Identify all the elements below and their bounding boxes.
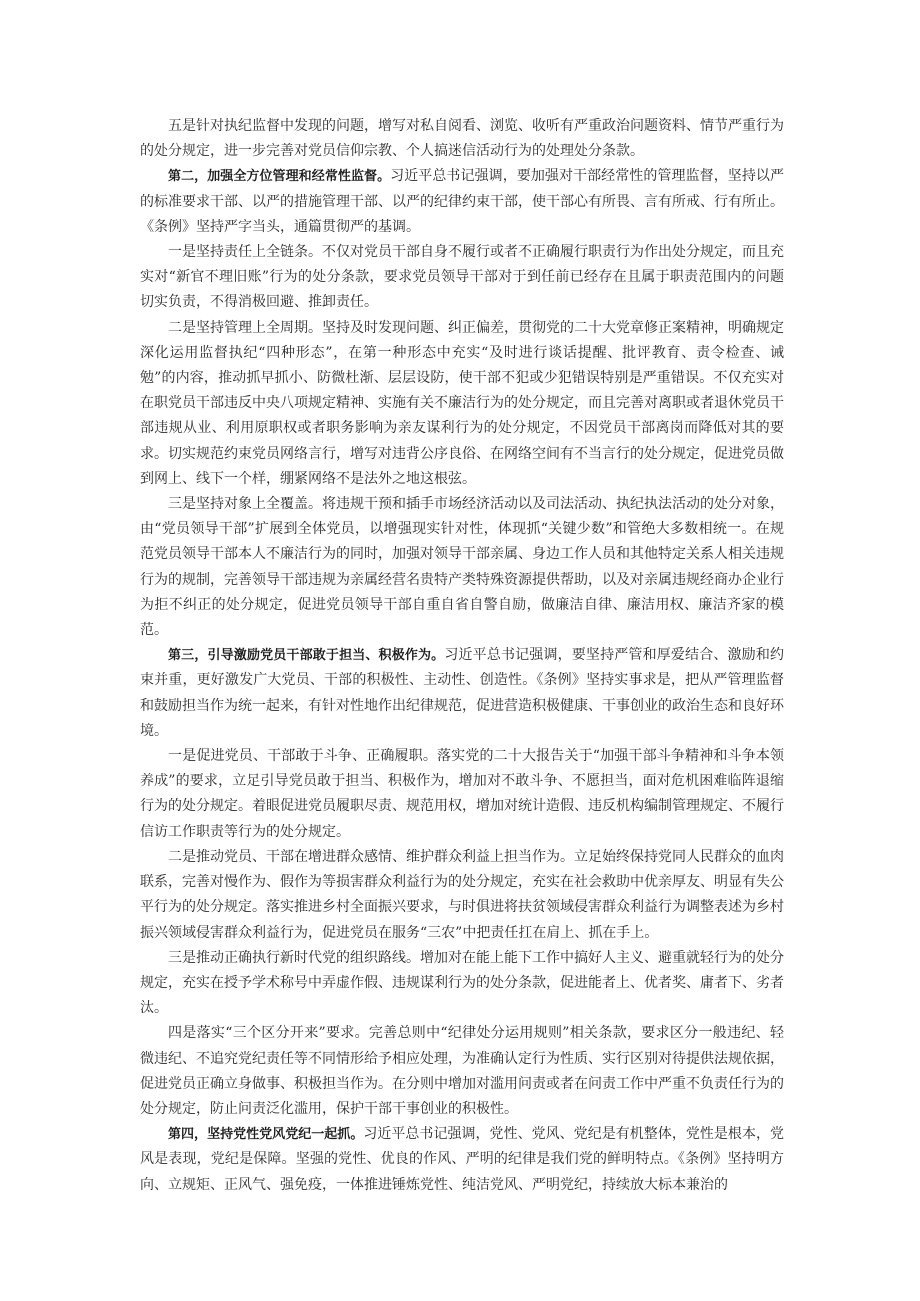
paragraph-1 [140, 114, 784, 164]
paragraph-5 [140, 492, 784, 643]
paragraph-3 [140, 240, 784, 316]
paragraph-11 [140, 1122, 784, 1198]
paragraph-text: 五是针对执纪监督中发现的问题，增写对私自阅看、浏览、收听有严重政治问题资料、情节严重行为的处分规定，进一步完善对党员信仰宗教、个人搞迷信活动行为的处理处分条款。 [140, 118, 784, 160]
paragraph-text: 二是坚持管理上全周期。坚持及时发现问题、纠正偏差，贯彻党的二十大党章修正案精神，明确规定深化运用监督执纪“四种形态”，在第一种形态中充实“及时进行谈话提醒、批评教育、责令检查、诫勉”的内容，推动抓早抓小、防微杜渐、层层设防，使干部不犯或少犯错误特别是严重错误。不仅充实对在职党员干部违反中央八项规定精神、实施有关不廉洁行为的处分规定，而且完善对离职或者退休党员干部违规从业、利用原职权或者职务影响为亲友谋利行为的处分规定，不因党员干部离岗而降低对其的要求。切实规范约束党员网络言行，增写对违背公序良俗、在网络空间有不当言行的处分规定，促进党员做到网上、线下一个样，绷紧网络不是法外之地这根弦。 [140, 319, 784, 487]
section-heading: 第二，加强全方位管理和经常性监督。 [168, 169, 391, 185]
paragraph-text: 一是促进党员、干部敢于斗争、正确履职。落实党的二十大报告关于“加强干部斗争精神和斗争本领养成”的要求，立足引导党员敢于担当、积极作为，增加对不敢斗争、不愿担当，面对危机困难临阵退缩行为的处分规定。着眼促进党员履职尽责、规范用权，增加对统计造假、违反机构编制管理规定、不履行信访工作职责等行为的处分规定。 [140, 748, 784, 840]
paragraph-text: 一是坚持责任上全链条。不仅对党员干部自身不履行或者不正确履行职责行为作出处分规定，而且充实对“新官不理旧账”行为的处分条款，要求党员领导干部对于到任前已经存在且属于职责范围内的问题切实负责，不得消极回避、推卸责任。 [140, 244, 784, 311]
paragraph-text: 习近平总书记强调，要坚持严管和厚爱结合、激励和约束并重，更好激发广大党员、干部的积极性、主动性、创造性。《条例》坚持实事求是，把从严管理监督和鼓励担当作为统一起来，有针对性地作出纪律规范，促进营造积极健康、干事创业的政治生态和良好环境。 [140, 647, 784, 739]
paragraph-text: 习近平总书记强调，要加强对干部经常性的管理监督，坚持以严的标准要求干部、以严的措施管理干部、以严的纪律约束干部，使干部心有所畏、言有所戒、行有所止。《条例》坚持严字当头，通篇贯彻严的基调。 [140, 168, 784, 235]
paragraph-2 [140, 164, 784, 240]
paragraph-10 [140, 1021, 784, 1122]
paragraph-text: 三是推动正确执行新时代党的组织路线。增加对在能上能下工作中搞好人主义、避重就轻行为的处分规定，充实在授予学术称号中弄虚作假、违规谋利行为的处分条款，促进能者上、优者奖、庸者下、劣者汰。 [140, 949, 784, 1017]
document-page [140, 114, 784, 1198]
section-heading: 第三，引导激励党员干部敢于担当、积极作为。 [168, 648, 445, 664]
paragraph-6 [140, 643, 784, 744]
paragraph-9 [140, 946, 784, 1022]
paragraph-text: 三是坚持对象上全覆盖。将违规干预和插手市场经济活动以及司法活动、执纪执法活动的处分对象，由“党员领导干部”扩展到全体党员，以增强现实针对性，体现抓“关键少数”和管绝大多数相统一。在规范党员领导干部本人不廉洁行为的同时，加强对领导干部亲属、身边工作人员和其他特定关系人相关违规行为的规制，完善领导干部违规为亲属经营名贵特产类特殊资源提供帮助，以及对亲属违规经商办企业行为拒不纠正的处分规定，促进党员领导干部自重自省自警自励，做廉洁自律、廉洁用权、廉洁齐家的模范。 [140, 496, 784, 639]
paragraph-8 [140, 845, 784, 946]
paragraph-text: 四是落实“三个区分开来”要求。完善总则中“纪律处分运用规则”相关条款，要求区分一般违纪、轻微违纪、不追究党纪责任等不同情形给予相应处理，为准确认定行为性质、实行区别对待提供法规依据，促进党员正确立身做事、积极担当作为。在分则中增加对滥用问责或者在问责工作中严重不负责任行为的处分规定，防止问责泛化滥用，保护干部干事创业的积极性。 [140, 1025, 784, 1117]
section-heading: 第四，坚持党性党风党纪一起抓。 [168, 1127, 364, 1143]
paragraph-text: 习近平总书记强调，党性、党风、党纪是有机整体，党性是根本，党风是表现，党纪是保障。坚强的党性、优良的作风、严明的纪律是我们党的鲜明特点。《条例》坚持明方向、立规矩、正风气、强免疫，一体推进锤炼党性、纯洁党风、严明党纪，持续放大标本兼治的 [140, 1126, 784, 1193]
paragraph-text: 二是推动党员、干部在增进群众感情、维护群众利益上担当作为。立足始终保持党同人民群众的血肉联系，完善对慢作为、假作为等损害群众利益行为的处分规定，充实在社会救助中优亲厚友、明显有失公平行为的处分规定。落实推进乡村全面振兴要求，与时俱进将扶贫领域侵害群众利益行为调整表述为乡村振兴领域侵害群众利益行为，促进党员在服务“三农”中把责任扛在肩上、抓在手上。 [140, 848, 784, 941]
paragraph-7 [140, 744, 784, 845]
paragraph-4 [140, 316, 784, 492]
